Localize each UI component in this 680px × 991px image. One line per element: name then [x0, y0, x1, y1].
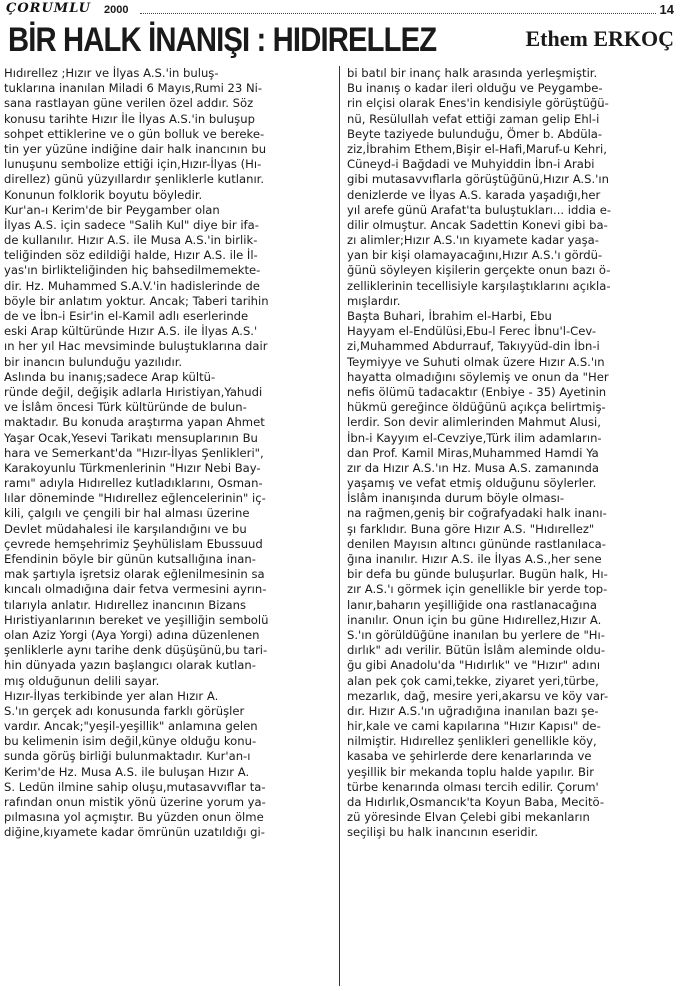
text-line: denizlerde ve İlyas A.S. karada yaşadığı,her — [347, 187, 601, 202]
text-line: pılmasına yol açmıştır. Bu yüzden onun ölme — [4, 810, 264, 825]
text-line: ğına inanılır. Hızır A.S. ile İlyas A.S.,her sene — [347, 552, 602, 566]
text-line: bi batıl bir inanç halk arasında yerleşmiştir. — [347, 66, 598, 80]
text-line: zı alimler;Hızır A.S.'ın kıyamete kadar yaşa- — [347, 233, 599, 248]
text-line: de kullanılır. Hızır A.S. ile Musa A.S.'in birlik- — [4, 233, 258, 248]
text-line: türbe kenarında olması tercih edilir. Çorum' — [347, 779, 599, 794]
article-author: Ethem ERKOÇ — [525, 26, 674, 51]
text-line: hükmü gereğince öldüğünü açıkça belirtmiş- — [347, 400, 606, 415]
text-line: yıl arefe günü Arafat'ta buluştukları... iddia e- — [347, 202, 612, 217]
text-line: yeşillik bir mekanda toplu halde yapılır. Bir — [347, 764, 594, 779]
text-line: kasaba ve şehirlerde dere kenarlarında ve — [347, 749, 592, 764]
text-line: böyle bir anlatım yoktur. Ancak; Taberi tarihin — [4, 293, 269, 308]
text-line: teliğinden söz edildiği halde, Hızır A.S. ile İl- — [4, 248, 258, 263]
text-line: zü yöresinde Elvan Çelebi gibi mekanların — [347, 810, 590, 825]
text-line: nilmiştir. Hıdırellez şenlikleri genellikle köy, — [347, 734, 597, 749]
text-line: bir defa bu günde buluşurlar. Bugün halk, Hı- — [347, 567, 608, 582]
text-line: Aslında bu inanış;sadece Arap kültü- — [4, 369, 216, 384]
text-line: sohpet ettiklerine ve o gün bolluk ve bereke- — [4, 126, 265, 141]
article-column-right — [347, 66, 675, 841]
text-line: kili, çalgılı ve çengili bir hal alması üzerine — [4, 506, 250, 521]
text-line: rin elçisi olarak Enes'in kendisiyle görüştüğü- — [347, 96, 609, 111]
text-line: yas'ın birlikteliğinden hiç bahsedilmemekte- — [4, 263, 261, 278]
text-line: rafından onun mistik yönü üzerine yorum ya- — [4, 795, 266, 809]
text-line: ğünü söyleyen kişilerin gerçekte onun bazı ö- — [347, 263, 611, 278]
text-line: Devlet müdahalesi ile karşılandığını ve bu — [4, 521, 247, 536]
text-line: zır A.S.'ı görmek için genellikle bir yerde top- — [347, 582, 608, 597]
text-line: lılar döneminde "Hıdırellez eğlencelerinin" iç- — [4, 491, 266, 506]
text-line: sunda görüş birliği bulunmaktadır. Kur'an-ı — [4, 749, 251, 764]
text-line: denilen Mayısın altıncı gününde rastlanılaca- — [347, 536, 606, 551]
text-line: gibi mutasavvıflarla görüştüğünü,Hızır A.S.'ın — [347, 172, 609, 187]
text-line: Yaşar Ocak,Yesevi Tarikatı mensuplarının Bu — [4, 430, 258, 445]
text-line: yan bir kişi olamayacağını,Hızır A.S.'ı gördü- — [347, 248, 603, 263]
text-line: lanır,baharın yeşilliğide ona rastlanacağına — [347, 597, 597, 612]
text-line: hin dünyada yazın başlangıcı olarak kutlan- — [4, 658, 256, 673]
text-line: zır da Hızır A.S.'ın Hz. Musa A.S. zamanında — [347, 460, 599, 475]
text-line: bu kelimenin isim değil,künye olduğu konu- — [4, 734, 257, 749]
page-number: 14 — [659, 2, 674, 17]
text-line: ve İslâm öncesi Türk kültüründe de bulun- — [4, 400, 247, 415]
text-line: hara ve Semerkant'da "Hızır-İlyas Şenlikleri", — [4, 445, 264, 460]
text-line: dan Prof. Kamil Miras,Muhammed Hamdi Ya — [347, 445, 599, 460]
text-line: mak şartıyla işretsiz olarak eğlenilmesinin sa — [4, 567, 265, 582]
column-divider — [339, 66, 340, 986]
text-line: konusu tarihte Hızır İle İlyas A.S.'in buluşup — [4, 111, 255, 126]
text-line: tin yer yüzüne indiğine dair halk inancının bu — [4, 141, 267, 156]
text-line: nü, Resülullah vefat ettiği zaman gelip Ehl-i — [347, 111, 600, 126]
text-line: İbn-i Kayyım el-Cevziye,Türk ilim adamların- — [347, 430, 602, 445]
text-line: şı farklıdır. Buna göre Hızır A.S. "Hıdırellez" — [347, 521, 595, 536]
text-line: Hıdırellez ;Hızır ve İlyas A.S.'in buluş- — [4, 66, 219, 80]
text-line: zi,Muhammed Abdurrauf, Takıyyüd-din İbn-i — [347, 339, 600, 354]
text-line: Bu inanış o kadar ileri olduğu ve Peygambe- — [347, 81, 603, 96]
text-line: de ve İbn-i Esir'in el-Kamil adlı eserlerinde — [4, 309, 249, 323]
text-line: S.'ın görüldüğüne inanılan bu yerlere de "Hı- — [347, 627, 605, 642]
text-line: vardır. Ancak;"yeşil-yeşillik" anlamına gelen — [4, 719, 258, 734]
text-line: çevrede hemşehrimiz Şeyhülislam Ebussuud — [4, 536, 263, 551]
text-line: olan Aziz Yorgi (Aya Yorgi) adına düzenlenen — [4, 627, 260, 642]
article-title: BİR HALK İNANIŞI : HIDIRELLEZ — [8, 21, 437, 59]
text-line: Teymiyye ve Suhuti olmak üzere Hızır A.S.'ın — [347, 354, 605, 369]
text-line: S.'ın gerçek adı konusunda farklı görüşler — [4, 703, 245, 718]
text-line: tılarıyla anlatır. Hıdırellez inancının Bizans — [4, 597, 247, 612]
text-line: maktadır. Bu konuda araştırma yapan Ahmet — [4, 415, 265, 430]
text-line: da Hıdırlık,Osmancık'ta Koyun Baba, Mecitö- — [347, 795, 605, 809]
text-line: dir. Hz. Muhammed S.A.V.'in hadislerinde de — [4, 278, 260, 293]
text-line: şenliklerle aynı tarihe denk düşüşünü,bu tari- — [4, 643, 268, 658]
article-column-left — [4, 66, 332, 841]
text-line: direllez) günü yüzyıllardır şenliklerle kutlanır. — [4, 172, 265, 187]
text-line: hir,kale ve cami kapılarına "Hızır Kapısı" de- — [347, 719, 601, 734]
text-line: nefis ölümü tadacaktır (Enbiye - 35) Ayetinin — [347, 384, 607, 399]
text-line: alan pek çok cami,tekke, ziyaret yeri,türbe, — [347, 673, 599, 688]
text-line: Cüneyd-i Bağdadi ve Muhyiddin İbn-i Arabi — [347, 157, 595, 172]
text-line: ziz,İbrahim Ethem,Bişir el-Hafi,Maruf-u Kehri, — [347, 141, 607, 156]
text-line: inanılır. Onun için bu güne Hıdırellez,Hızır A. — [347, 612, 602, 627]
text-line: diğine,kıyamete kadar ömrünün uzatıldığı gi- — [4, 825, 265, 840]
text-line: İlyas A.S. için sadece "Salih Kul" diye bir ifa- — [4, 217, 259, 232]
text-line: S. Ledün ilmine sahip oluşu,mutasavvıflar ta- — [4, 779, 266, 794]
text-line: sana rastlayan güne verilen özel addır. Söz — [4, 96, 254, 111]
text-line: dilir olmuştur. Ancak Sadettin Konevi gibi ba- — [347, 217, 608, 232]
text-line: bir inancın bulunduğu yazılıdır. — [4, 354, 183, 369]
text-line: Karakoyunlu Türkmenlerinin "Hızır Nebi Bay- — [4, 460, 261, 475]
header-dotted-rule — [140, 13, 656, 14]
text-line: mışlardır. — [347, 293, 401, 308]
text-line: Kur'an-ı Kerim'de bir Peygamber olan — [4, 202, 220, 217]
text-line: ğu gibi Anadolu'da "Hıdırlık" ve "Hızır" adını — [347, 658, 601, 673]
text-line: kıncalı olmadığına dair fetva vermesini ayrın- — [4, 582, 267, 597]
text-line: Hıristiyanlarının bereket ve yeşilliğin sembolü — [4, 612, 269, 627]
text-line: Başta Buhari, İbrahim el-Harbi, Ebu — [347, 309, 552, 323]
text-line: mış olduğunun delili sayar. — [4, 673, 160, 688]
text-line: Efendinin böyle bir günün kutsallığına inan- — [4, 552, 256, 566]
issue-year: 2000 — [104, 4, 129, 16]
text-line: seçilişi bu halk inancının eseridir. — [347, 825, 539, 840]
text-line: yaşamış ve vefat etmiş olduğunu söylerler. — [347, 476, 597, 491]
text-line: ın her yıl Hac mevsiminde buluştuklarına dair — [4, 339, 268, 354]
text-line: tuklarına inanılan Miladi 6 Mayıs,Rumi 23 Ni- — [4, 81, 263, 96]
text-line: Hızır-İlyas terkibinde yer alan Hızır A. — [4, 688, 219, 703]
text-line: ründe değil, değişik adlarla Hıristiyan,Yahudi — [4, 384, 263, 399]
text-line: Kerim'de Hz. Musa A.S. ile buluşan Hızır A. — [4, 764, 250, 779]
text-line: na rağmen,geniş bir coğrafyadaki halk inanı- — [347, 506, 607, 521]
text-line: lerdir. Son devir alimlerinden Mahmut Alusi, — [347, 415, 601, 430]
newspaper-logo: ÇORUMLU — [6, 1, 91, 16]
text-line: ramı" adıyla Hıdırellez kutladıklarını, Osman- — [4, 476, 263, 491]
text-line: mezarlık, dağ, mesire yeri,akarsu ve köy var- — [347, 688, 609, 703]
text-line: eski Arap kültüründe Hızır A.S. ile İlyas A.S.' — [4, 324, 258, 339]
text-line: Beyte taziyede bulunduğu, Ömer b. Abdüla- — [347, 126, 603, 141]
text-line: hayatta olmadığını söylemiş ve onun da "Her — [347, 369, 609, 384]
text-line: Konunun folklorik boyutu böyledir. — [4, 187, 203, 202]
text-line: lunuşunu sembolize ettiği için,Hızır-İlyas (Hı- — [4, 157, 262, 172]
text-line: İslâm inanışında durum böyle olması- — [347, 491, 565, 506]
text-line: dırlık" adı verilir. Bütün İslâm aleminde oldu- — [347, 643, 606, 658]
text-line: dır. Hızır A.S.'ın uğradığına inanılan bazı şe- — [347, 703, 599, 718]
text-line: zelliklerinin tecellisiyle karşılaştıklarını açıkla- — [347, 278, 611, 293]
text-line: Hayyam el-Endülüsi,Ebu-l Ferec İbnu'l-Cev- — [347, 324, 597, 339]
